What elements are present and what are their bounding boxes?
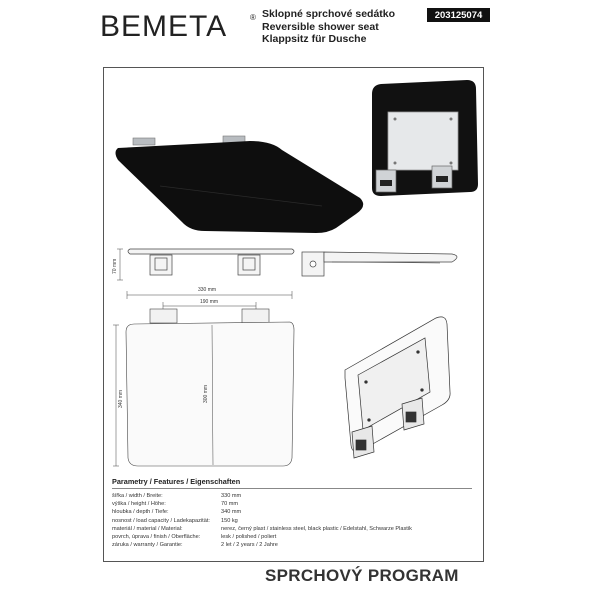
- param-value: 340 mm: [221, 509, 242, 516]
- param-name: záruka / warranty / Garantie:: [112, 542, 183, 549]
- param-value: lesk / polished / poliert: [221, 534, 277, 541]
- brand-name: BEMETA: [100, 10, 228, 42]
- program-footer: SPRCHOVÝ PROGRAM: [265, 566, 459, 585]
- param-row: [112, 492, 412, 500]
- param-value: 70 mm: [221, 501, 239, 508]
- dim-height: 70 mm: [112, 258, 118, 274]
- param-name: šířka / width / Breite:: [112, 493, 163, 499]
- param-name: výška / height / Höhe:: [112, 501, 166, 508]
- params-table: [112, 492, 412, 549]
- side-elevation: [302, 252, 457, 276]
- param-name: povrch, úprava / finish / Oberfläche:: [112, 534, 201, 541]
- param-value: 330 mm: [221, 493, 242, 499]
- param-value: 2 let / 2 years / 2 Jahre: [221, 542, 278, 549]
- param-value: 150 kg: [221, 517, 238, 524]
- param-row: [112, 533, 412, 541]
- params-divider: [112, 488, 472, 489]
- dim-width-outer: 330 mm: [198, 287, 217, 293]
- param-name: nosnost / load capacity / Ladekapazität:: [112, 517, 210, 524]
- front-elevation: [117, 249, 294, 280]
- param-name: materiál / material / Material:: [112, 525, 183, 532]
- seat-photo-folded: [372, 80, 478, 196]
- param-row: [112, 508, 412, 516]
- params-title: Parametry / Features / Eigenschaften: [112, 477, 241, 486]
- registered-mark: ®: [250, 13, 256, 22]
- title-en: Reversible shower seat: [262, 20, 379, 33]
- dim-depth-inner: 300 mm: [203, 384, 209, 403]
- title-cz: Sklopné sprchové sedátko: [262, 8, 396, 20]
- param-row: [112, 517, 412, 525]
- param-row: [112, 541, 412, 549]
- perspective-drawing: [345, 317, 450, 458]
- title-de: Klappsitz für Dusche: [262, 33, 367, 45]
- param-row: [112, 525, 412, 533]
- dim-depth-outer: 340 mm: [118, 389, 124, 408]
- param-value: nerez, černý plast / stainless steel, black plastic / Edelstahl, Schwarze Plastik: [221, 525, 412, 532]
- dim-width-inner: 190 mm: [200, 299, 219, 305]
- param-name: hloubka / depth / Tiefe:: [112, 509, 169, 516]
- param-row: [112, 500, 412, 508]
- product-code-badge: 203125074: [427, 8, 490, 22]
- top-view: [113, 291, 294, 466]
- seat-photo-top: [116, 136, 364, 233]
